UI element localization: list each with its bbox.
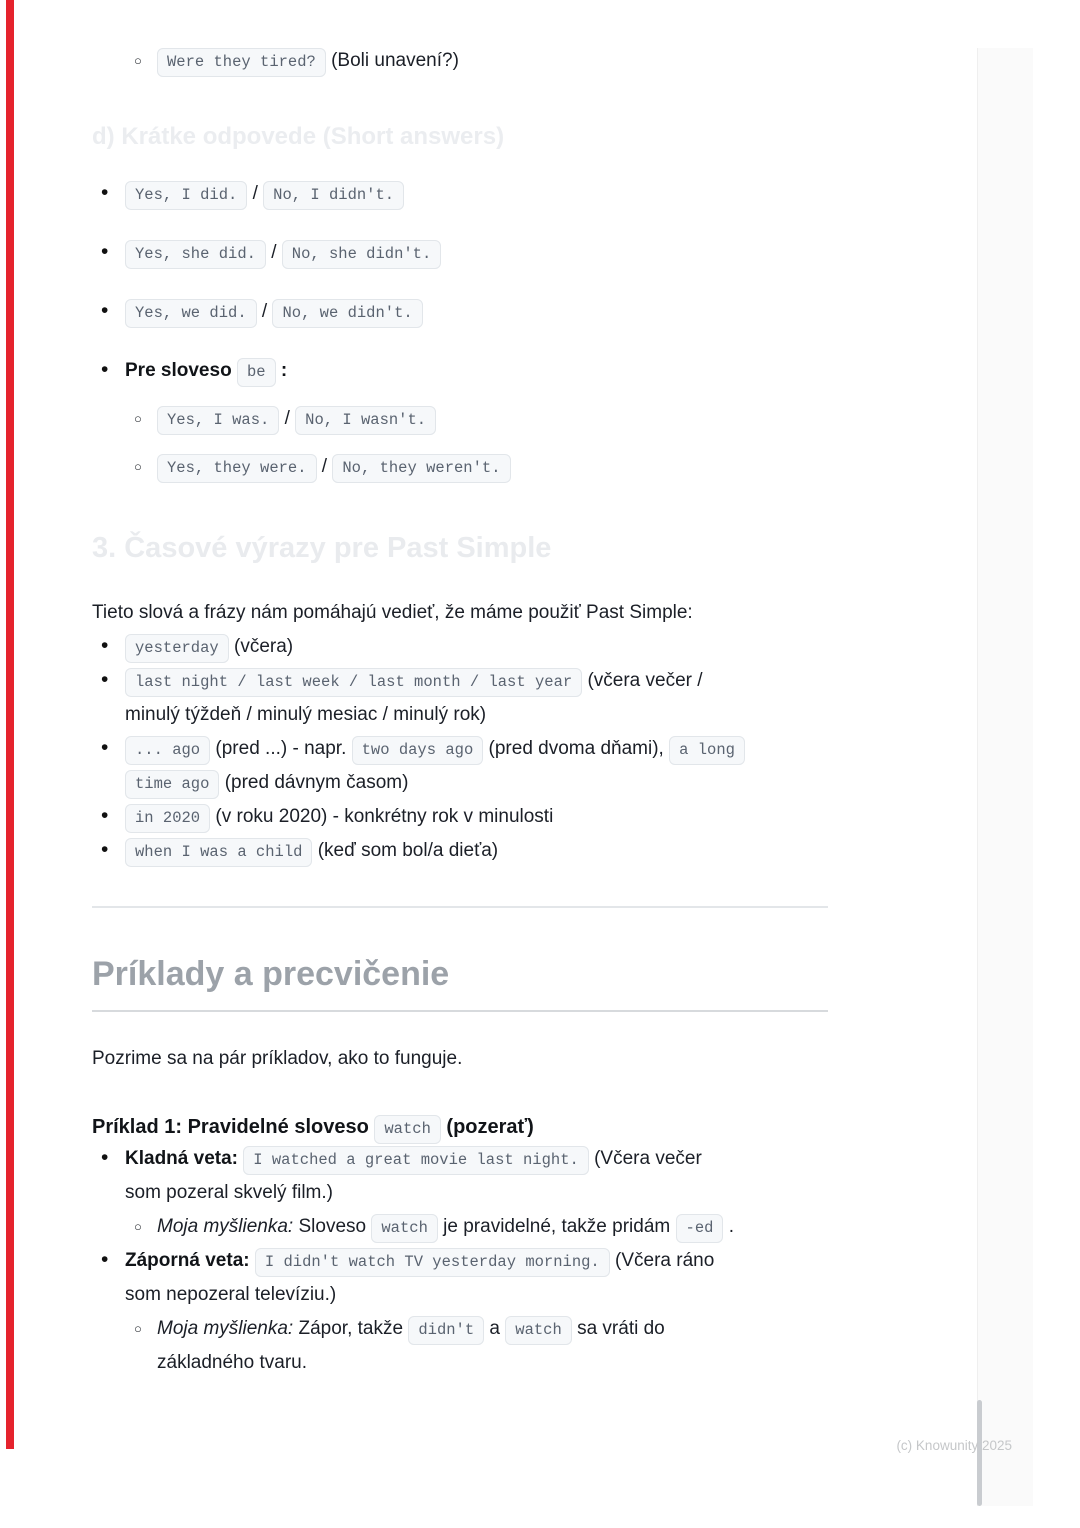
text-run: (pred ...) - napr. [210,738,352,759]
text-run: (Boli unavení?) [325,50,459,71]
text-run: a [484,1318,506,1339]
code-chip: time ago [125,770,219,799]
text-run: / [256,301,273,322]
bold-text: Kladná veta: [125,1148,244,1169]
section-heading-faded: d) Krátke odpovede (Short answers) [92,123,505,150]
text-run: (včera večer / [582,670,703,691]
code-chip: yesterday [125,634,229,663]
page-title: Príklady a precvičenie [92,954,828,1012]
text-run: Zápor, takže [293,1318,409,1339]
code-chip: -ed [676,1214,724,1243]
code-chip: last night / last week / last month / last year [125,668,582,697]
code-chip: No, I wasn't. [295,406,436,435]
bullet-list [92,177,828,484]
text-run: (Včera večer [588,1148,702,1169]
text-run: . [723,1216,734,1237]
text-run: / [316,456,333,477]
left-accent-bar [6,0,14,1449]
text-run: (v roku 2020) - konkrétny rok v minulosti [210,806,554,827]
code-chip: Were they tired? [157,48,326,77]
list-item [92,1142,828,1210]
bullet-list [92,1142,828,1380]
paragraph [92,1112,828,1142]
scrollbar-track[interactable] [977,48,1033,1506]
code-chip: Yes, I was. [157,406,279,435]
list-item [92,732,828,800]
list-item [92,800,828,834]
list-item [92,1210,828,1244]
code-chip: No, she didn't. [282,240,442,269]
copyright-note: (c) Knowunity 2025 [896,1438,1012,1453]
paragraph [92,596,828,630]
text-run: / [265,242,282,263]
code-chip: Yes, they were. [157,454,317,483]
text-run: som nepozeral televíziu.) [125,1284,337,1305]
code-chip: a long [669,736,745,765]
code-chip: in 2020 [125,804,210,833]
code-chip: watch [374,1115,441,1144]
document-content [92,0,828,1380]
code-chip: Yes, I did. [125,181,247,210]
text-run: základného tvaru. [157,1352,307,1373]
text-run: Sloveso [293,1216,372,1237]
text-run: Pozrime sa na pár príkladov, ako to funguje. [92,1048,463,1069]
text-run: (pred dvoma dňami), [483,738,670,759]
list-item [92,1312,828,1380]
text-run: (pred dávnym časom) [219,772,409,793]
list-item [92,177,828,211]
code-chip: Yes, she did. [125,240,266,269]
text-run: je pravidelné, takže pridám [437,1216,676,1237]
code-chip: two days ago [352,736,484,765]
bold-text: : [275,360,288,381]
paragraph [92,1042,828,1076]
code-chip: be [237,358,276,387]
list-item [92,630,828,664]
list-item [92,354,828,388]
list-item [92,664,828,732]
code-chip: watch [371,1214,438,1243]
section-heading-faded: 3. Časové výrazy pre Past Simple [92,532,552,564]
text-run: (včera) [228,636,294,657]
code-chip: I watched a great movie last night. [243,1146,589,1175]
italic-text: Moja myšlienka: [157,1216,294,1237]
bullet-list [92,630,828,868]
code-chip: No, I didn't. [263,181,404,210]
text-run: sa vráti do [571,1318,665,1339]
code-chip: when I was a child [125,838,312,867]
code-chip: I didn't watch TV yesterday morning. [255,1248,610,1277]
text-run: (keď som bol/a dieťa) [312,840,499,861]
list-item [92,44,828,78]
italic-text: Moja myšlienka: [157,1318,294,1339]
code-chip: No, they weren't. [332,454,510,483]
text-run: / [247,183,264,204]
text-run: Tieto slová a frázy nám pomáhajú vedieť, že máme použiť Past Simple: [92,602,693,623]
bold-text: Záporná veta: [125,1250,255,1271]
code-chip: didn't [408,1316,484,1345]
list-item [92,236,828,270]
code-chip: watch [505,1316,572,1345]
code-chip: No, we didn't. [272,299,422,328]
text-run: minulý týždeň / minulý mesiac / minulý rok) [125,704,487,725]
bold-text: Pre sloveso [125,360,232,381]
bullet-list [92,44,828,78]
bold-text: Príklad 1: Pravidelné sloveso [92,1116,375,1138]
section-divider [92,906,828,908]
list-item [92,1244,828,1312]
list-item [92,295,828,329]
list-item [92,834,828,868]
text-run: / [279,408,296,429]
scrollbar-thumb[interactable] [977,1400,982,1506]
text-run: som pozeral skvelý film.) [125,1182,333,1203]
list-item [92,402,828,436]
text-run: (Včera ráno [609,1250,715,1271]
list-item [92,450,828,484]
bold-text: (pozerať) [440,1116,534,1138]
code-chip: Yes, we did. [125,299,257,328]
code-chip: ... ago [125,736,210,765]
